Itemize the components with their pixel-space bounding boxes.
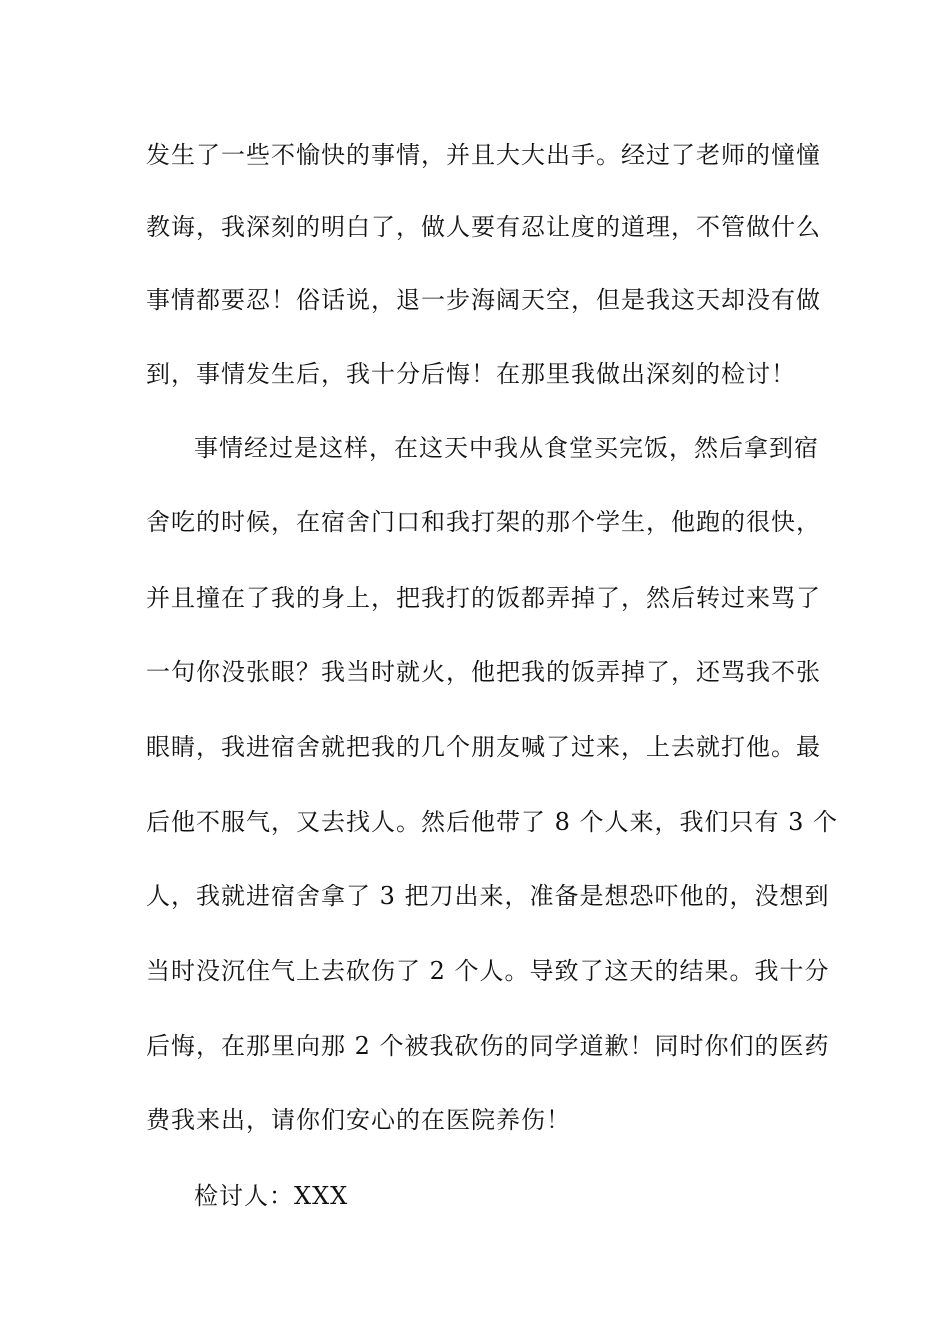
paragraph1-line-1: 发生了一些不愉快的事情，并且大大出手。经过了老师的憧憧: [146, 141, 821, 169]
paragraph2-line-6: 后他不服气，又去找人。然后他带了 8 个人来，我们只有 3 个: [146, 808, 839, 836]
paragraph2-line-7: 人，我就进宿舍拿了 3 把刀出来，准备是想恐吓他的，没想到: [146, 882, 830, 910]
signature: 检讨人：XXX: [194, 1182, 349, 1210]
paragraph1-line-4: 到，事情发生后，我十分后悔！在那里我做出深刻的检讨！: [146, 360, 796, 388]
paragraph1-line-2: 教诲，我深刻的明白了，做人要有忍让度的道理，不管做什么: [146, 213, 821, 241]
paragraph2-line-1: 事情经过是这样，在这天中我从食堂买完饭，然后拿到宿: [194, 434, 819, 462]
paragraph1-line-3: 事情都要忍！俗话说，退一步海阔天空，但是我这天却没有做: [146, 286, 821, 314]
paragraph2-line-5: 眼睛，我进宿舍就把我的几个朋友喊了过来，上去就打他。最: [146, 733, 821, 761]
paragraph2-line-4: 一句你没张眼？我当时就火，他把我的饭弄掉了，还骂我不张: [146, 658, 821, 686]
paragraph2-line-2: 舍吃的时候，在宿舍门口和我打架的那个学生，他跑的很快，: [146, 508, 821, 536]
paragraph2-line-3: 并且撞在了我的身上，把我打的饭都弄掉了，然后转过来骂了: [146, 584, 821, 612]
paragraph2-line-9: 后悔，在那里向那 2 个被我砍伤的同学道歉！同时你们的医药: [146, 1032, 830, 1060]
paragraph2-line-8: 当时没沉住气上去砍伤了 2 个人。导致了这天的结果。我十分: [146, 957, 830, 985]
paragraph2-line-10: 费我来出，请你们安心的在医院养伤！: [146, 1106, 571, 1134]
